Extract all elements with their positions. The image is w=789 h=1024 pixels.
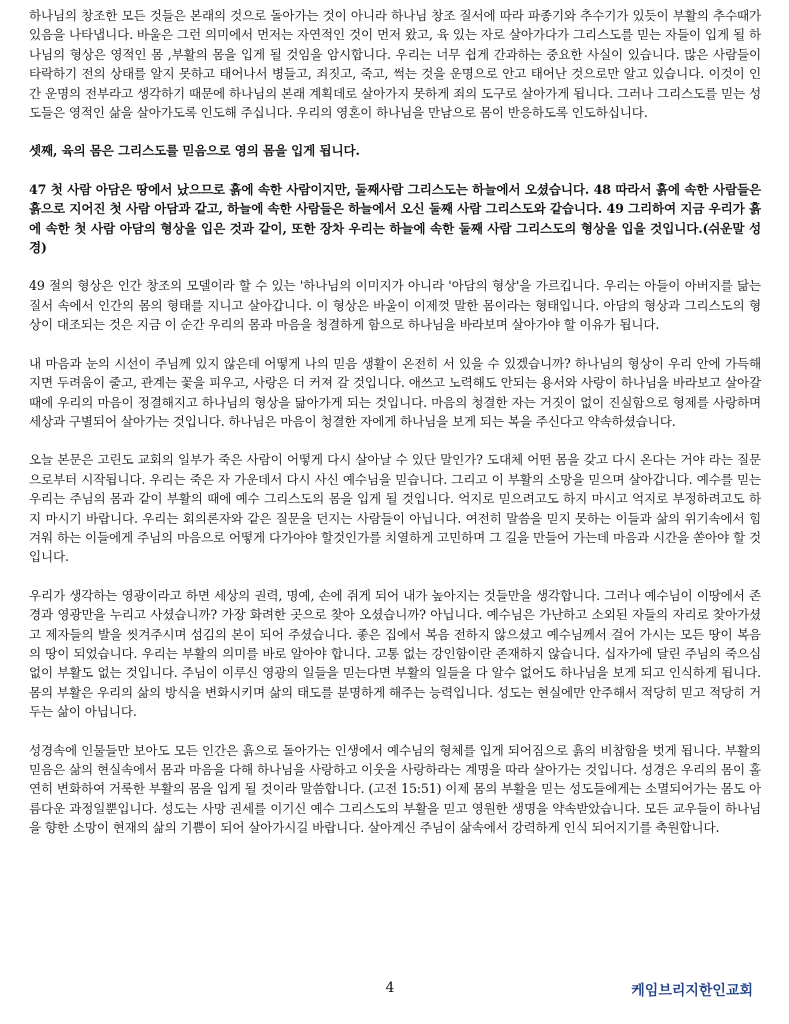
sermon-body — [29, 6, 761, 857]
paragraph-pure-heart: 내 마음과 눈의 시선이 주님께 있지 않은데 어떻게 나의 믿음 생활이 온전히 서 있을 수 있겠습니까? 하나님의 형상이 우리 안에 가득해 지면 두려움이 줄고, 관계는 꽃을 피우고, 사랑은 더 커져 갈 것입니다. 애쓰고 노력해도 안되는 용서와 사랑이 하나님을 바라보고 살아갈 때에 우리의 마음이 정결해지고 하나님의 형상을 닮아가게 되는 것입니다. 마음의 청결한 자는 거짓이 없이 진실함으로 형제를 사랑하며 세상과 구별되어 살아가는 것입니다. 하나님은 마음이 청결한 자에게 하나님을 보게 되는 복을 주신다고 약속하셨습니다. — [29, 355, 761, 429]
church-name: 케임브리지한인교회 — [631, 983, 753, 999]
page-number: 4 — [385, 980, 395, 996]
paragraph-image-of-adam: 49 절의 형상은 인간 창조의 모델이라 할 수 있는 '하나님의 이미지가 아니라 '아담의 형상'을 가르킵니다. 우리는 아들이 아버지를 닮는 질서 속에서 인간의 몸의 형태를 지니고 살아갑니다. 이 형상은 바울이 이제껏 말한 몸이라는 형태입니다. 아담의 형상과 그리스도의 형상이 대조되는 것은 지금 이 순간 우리의 몸과 마음을 청결하게 함으로 하나님을 바라보며 살아가야 할 이유가 됩니다. — [29, 278, 761, 333]
paragraph-corinth-question: 오늘 본문은 고린도 교회의 일부가 죽은 사람이 어떻게 다시 살아날 수 있단 말인가? 도대체 어떤 몸을 갖고 다시 온다는 거야 라는 질문으로부터 시작됩니다. 우리는 죽은 자 가운데서 다시 사신 예수님을 믿습니다. 그리고 이 부활의 소망을 믿으며 살아갑니다. 예수를 믿는 우리는 주님의 몸과 같이 부활의 때에 예수 그리스도의 몸을 입게 될 것입니다. 억지로 믿으려고도 하지 마시고 억지로 부정하려고도 하지 마시기 바랍니다. 우리는 회의론자와 같은 질문을 던지는 사람들이 아닙니다. 여전히 말씀을 믿지 못하는 이들과 삶의 위기속에서 힘겨워 하는 이들에게 주님의 마음으로 어떻게 다가아야 할것인가를 치열하게 고민하며 그 길을 만들어 가는데 마음과 시간을 쏟아야 할 것입니다. — [29, 452, 761, 565]
paragraph-creation-order: 하나님의 창조한 모든 것들은 본래의 것으로 돌아가는 것이 아니라 하나님 창조 질서에 따라 파종기와 추수기가 있듯이 부활의 추수때가 있음을 나타냅니다. 바울은 그런 의미에서 먼저는 자연적인 것이 먼저 왔고, 육 있는 자로 살아가다가 그리스도를 믿는 자들이 입게 될 하나님의 형상은 영적인 몸 ,부활의 몸을 입게 될 것임을 암시합니다. 우리는 너무 쉽게 간과하는 중요한 사실이 있습니다. 많은 사람들이 타락하기 전의 상태를 알지 못하고 태어나서 병들고, 죄짓고, 죽고, 썩는 것을 운명으로 안고 태어난 것으로만 알고 있습니다. 이것이 인간 운명의 전부라고 생각하기 때문에 하나님의 본래 계획데로 살아가지 못하게 죄의 도구로 살아가게 됩니다. 그러나 그리스도를 믿는 성도들은 영적인 삶을 살아가도록 인도해 주십니다. 우리의 영혼이 하나님을 만남으로 몸이 반응하도록 인도하십니다. — [29, 8, 761, 121]
paragraph-conclusion: 성경속에 인물들만 보아도 모든 인간은 흙으로 돌아가는 인생에서 예수님의 형체를 입게 되어짐으로 흙의 비참함을 벗게 됩니다. 부활의 믿음은 삶의 현실속에서 몸과 마음을 다해 하나님을 사랑하고 이웃을 사랑하라는 계명을 따라 살아가는 것입니다. 성경은 우리의 몸이 홀연히 변화하여 거룩한 부활의 몸을 입게 될 것이라 말씀합니다. (고전 15:51) 이제 몸의 부활을 믿는 성도들에게는 소멸되어가는 몸도 아름다운 과정일뿐입니다. 성도는 사망 권세를 이기신 예수 그리스도의 부활을 믿고 영원한 생명을 약속받았습니다. 모든 교우들이 하나님을 향한 소망이 현재의 삶의 기쁨이 되어 살아가시길 바랍니다. 살아계신 주님이 삶속에서 강력하게 인식 되어지기를 축원합니다. — [29, 742, 761, 836]
paragraph-glory: 우리가 생각하는 영광이라고 하면 세상의 권력, 명예, 손에 쥐게 되어 내가 높아지는 것들만을 생각합니다. 그러나 예수님이 이땅에서 존경과 영광만을 누리고 사셨습니까? 가장 화려한 곳으로 찾아 오셨습니까? 아닙니다. 예수님은 가난하고 소외된 자들의 자리로 찾아가셨고 제자들의 발을 씻겨주시며 섬김의 본이 되어 주셨습니다. 좋은 집에서 복음 전하지 않으셨고 예수님께서 걸어 가시는 모든 땅이 복음의 땅이 되었습니다. 우리는 부활의 의미를 바로 알아야 합니다. 고통 없는 강인함이란 존재하지 않습니다. 십자가에 달린 주님의 죽으심 없이 부활도 없는 것입니다. 주님이 이루신 영광의 일들을 믿는다면 부활의 일들을 다 알수 없어도 하나님을 보게 되고 인식하게 됩니다. 몸의 부활은 우리의 삶의 방식을 변화시키며 삶의 태도를 분명하게 해주는 능력입니다. 성도는 현실에만 안주해서 적당히 믿고 적당히 거두는 삶이 아닙니다. — [29, 587, 761, 720]
scripture-quote: 47 첫 사람 아담은 땅에서 났으므로 흙에 속한 사람이지만, 둘째사람 그리스도는 하늘에서 오셨습니다. 48 따라서 흙에 속한 사람들은 흙으로 지어진 첫 사람 아담과 같고, 하늘에 속한 사람들은 하늘에서 오신 둘째 사람 그리스도와 같습니다. 49 그리하여 지금 우리가 흙에 속한 첫 사람 아담의 형상을 입은 것과 같이, 또한 장차 우리는 하늘에 속한 둘째 사람 그리스도의 형상을 입을 것입니다.(쉬운말 성경) — [29, 181, 761, 256]
section-heading-third: 셋째, 육의 몸은 그리스도를 믿음으로 영의 몸을 입게 됩니다. — [29, 143, 360, 159]
